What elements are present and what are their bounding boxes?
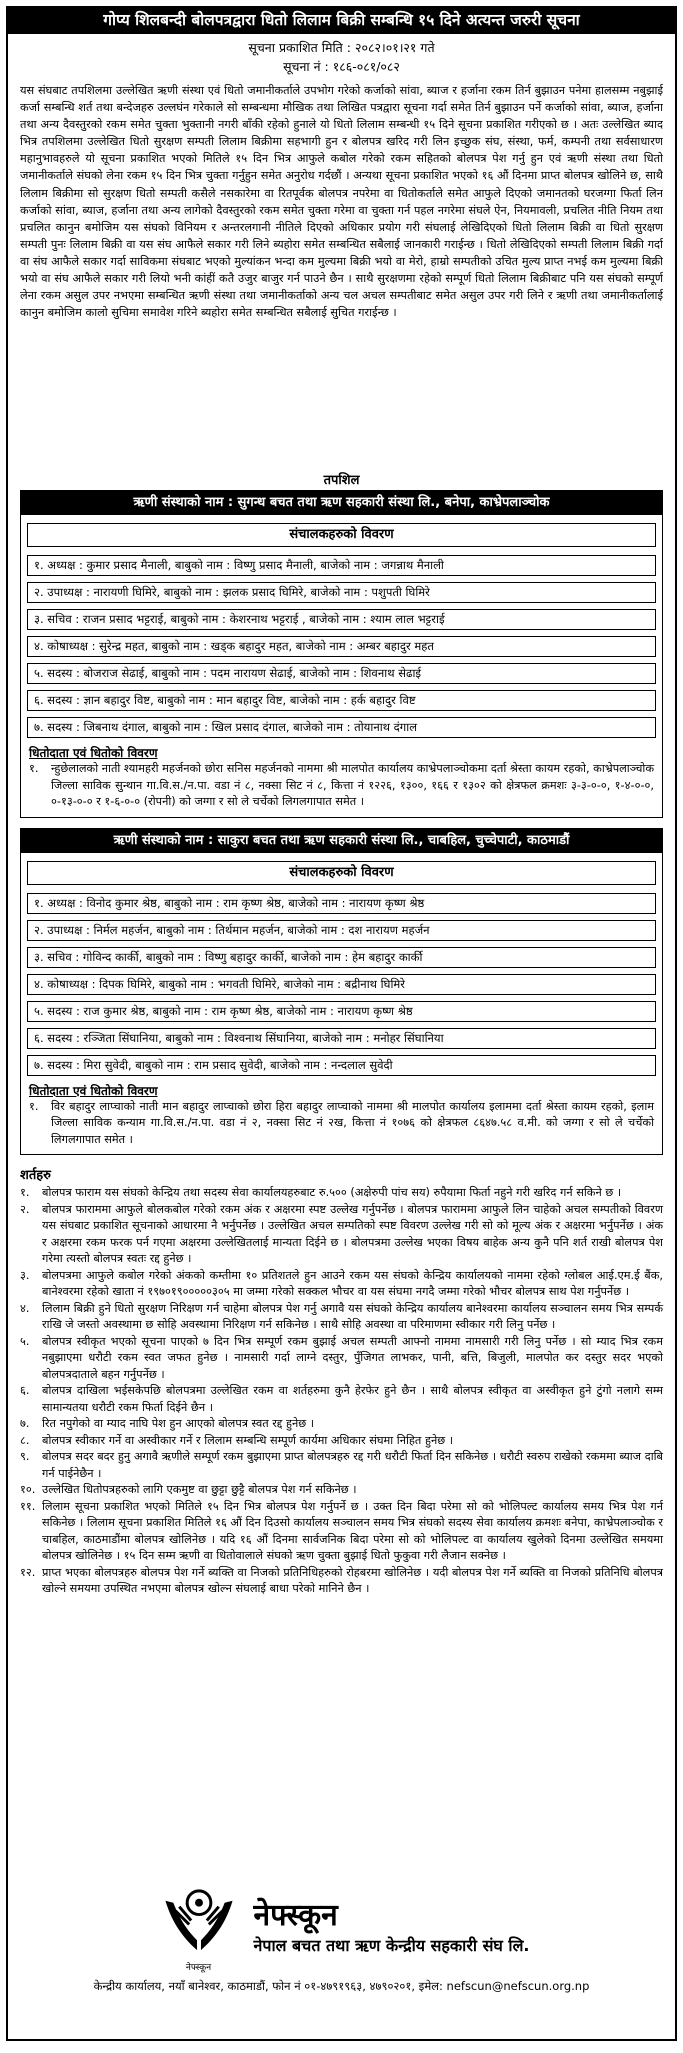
board-member: ३. सचिव : गोविन्द कार्की, बाबुको नाम : विष्णु बहादुर कार्की, बाजेको नाम : हेम बहादुर कार्की	[27, 947, 656, 968]
collateral-heading: धितोदाता एवं धितोको विवरण	[29, 746, 158, 760]
board-member: ६. सदस्य : रञ्जिता सिंघानिया, बाबुको नाम : विश्वनाथ सिंघानिया, बाजेको नाम : मनोहर सिंघानिया	[27, 1028, 656, 1049]
term-number: ११.	[20, 1499, 36, 1513]
term-item	[20, 1416, 663, 1433]
term-text: उल्लेखित धितोपत्रहरुको लागि एकमुष्ट वा छुट्टा छुट्टै बोलपत्र पेश गर्न सकिनेछ ।	[42, 1483, 357, 1496]
board-member: २. उपाध्यक्ष : नारायणी घिमिरे, बाबुको नाम : झलक प्रसाद घिमिरे, बाजेको नाम : पशुपती घिमिरे	[27, 582, 656, 603]
logo-row	[8, 1881, 675, 1973]
org-short-name: नेफ्स्कून	[253, 1898, 338, 1933]
notice-headline: गोप्य शिलबन्दी बोलपत्रद्वारा धितो लिलाम बिक्री सम्बन्धि १५ दिने अत्यन्त जरुरी सूचना	[8, 8, 675, 34]
board-member: ३. सचिव : राजन प्रसाद भट्टराई, बाबुको नाम : केशरनाथ भट्टराई , बाजेको नाम : श्याम लाल भट्टराई	[27, 609, 656, 630]
term-text: लिलाम बिक्री हुने धितो सुरक्षण निरिक्षण गर्न चाहेमा बोलपत्र पेश गर्नु अगावै यस संघको केन्द्रिय कार्यालय बानेश्वरमा कार्यालय सञ्चालन समय भित्र सम्पर्क राखि जे जस्तो अवस्थामा छ सोहि अवस्थामा निरिक्षण गर्न सकिनेछ । साथै सोहि अवस्था वा परिमाणमा स्वीकार गरी लिनु पर्नेछ ।	[42, 1301, 663, 1331]
board-member: १. अध्यक्ष : कुमार प्रसाद मैनाली, बाबुको नाम : विष्णु प्रसाद मैनाली, बाजेको नाम : जगन्नाथ मैनाली	[27, 555, 656, 576]
collateral-heading: धितोदाता एवं धितोको विवरण	[29, 1083, 158, 1098]
term-number: ९.	[20, 1450, 30, 1463]
term-item	[20, 1565, 663, 1598]
entity-title: ऋणी संस्थाको नाम : सुगन्ध बचत तथा ऋण सहकारी संस्था लि., बनेपा, काभ्रेपलाञ्चोक	[21, 491, 662, 515]
entity-title: ऋणी संस्थाको नाम : साकुरा बचत तथा ऋण सहकारी संस्था लि., चाबहिल, चुच्चेपाटी, काठमाडौं	[21, 829, 662, 853]
collateral-text: न्हुछेलालको नाती श्यामहरी महर्जनको छोरा सनिस महर्जनको नाममा श्री मालपोत कार्यालय काभ्रेपलाञ्चोकमा दर्ता श्रेस्ता कायम रहको, काभ्रेपलाञ्चोक जिल्ला साविक सुन्थान गा.वि.स./न.पा. वडा नं ८, नक्सा सिट नं ८, कित्ता नं १२२६, १३००, १६६ र १३०२ को क्षेत्रफल क्रमशः ३-३-०-०, १-४-०-०, ०-१३-०-० र १-६-०-० (रोपनी) को जग्गा र सो ले चर्चेको लिगलगापात समेत ।	[51, 762, 654, 808]
collateral-item	[29, 761, 654, 811]
hands-logo-icon	[159, 1881, 239, 1958]
term-text: बोलपत्र दाखिला भईसकेपछि बोलपत्रमा उल्लेखित रकम वा शर्तहरुमा कुनै हेरफेर हुने छैन । साथै बोलपत्र स्वीकृत वा अस्वीकृत हुने टुंगो नलागे सम्म सामान्यतया धरौटी रकम फिर्ता दिईने छैन ।	[42, 1384, 663, 1414]
term-text: रित नपुगेको वा म्याद नाघि पेश हुन आएको बोलपत्र स्वत रद्द हुनेछ ।	[42, 1417, 315, 1430]
published-date: सूचना प्रकाशित मिति : २०८२।०१।२१ गते	[248, 40, 435, 55]
board-member: ४. कोषाध्यक्ष : सुरेन्द्र महत, बाबुको नाम : खड्क बहादुर महत, बाजेको नाम : अम्बर बहादुर महत	[27, 636, 656, 657]
board-member: ५. सदस्य : राज कुमार श्रेष्ठ, बाबुको नाम : राम कृष्ण श्रेष्ठ, बाजेको नाम : नारायण कृष्ण श्रेष्ठ	[27, 1001, 656, 1022]
term-number: ७.	[20, 1417, 30, 1430]
board-member: १. अध्यक्ष : विनोद कुमार श्रेष्ठ, बाबुको नाम : राम कृष्ण श्रेष्ठ, बाजेको नाम : नारायण कृष्ण श्रेष्ठ	[27, 893, 656, 914]
board-member: ७. सदस्य : जिबनाथ दंगाल, बाबुको नाम : खिल प्रसाद दंगाल, बाजेको नाम : तोयानाथ दंगाल	[27, 717, 656, 738]
term-number: ३.	[20, 1268, 30, 1282]
collateral-number: १.	[29, 1099, 39, 1113]
term-number: ६.	[20, 1384, 30, 1397]
intro-paragraph: यस संघबाट तपशिलमा उल्लेखित ऋणी संस्था एवं धितो जमानीकर्ताले उपभोग गरेको कर्जाको सांवा, ब्याज र हर्जाना रकम तिर्न बुझाउन पनेमा हालसम्म नबुझाई कर्जा सम्बन्धि शर्त तथा बन्देजहरु उल्लघंन गरेकाले सो सम्बन्धमा मौखिक तथा लिखित पत्रद्वारा सूचना गर्दा समेत तिर्न बुझाउन पर्ने कर्जाको सांवा, ब्याज, हर्जाना तथा अन्य दैवस्तुरको रकम समेत चुक्ता भुक्तानी नगरी बाँकी रहेको हुनाले यो धितो लिलाम सम्बन्धी १५ दिने सूचना प्रकाशित गरीएको छ । अतः उल्लेखित ब्याद भित्र तपशिलमा उल्लेखित धितो सुरक्षण सम्पती लिलाम बिक्रीमा सहभागी हुन र बोलपत्र खरिद गरी लिन इच्छुक संघ, संस्था, फर्म, कम्पनी तथा सर्वसाधारण महानुभावहरुले यो सूचना प्रकाशित भएको मितिले १५ दिन भित्र आफुले कबोल गरेको रकम सहितको बोलपत्र पेश गर्नु हुन एवं ऋणी संस्था तथा धितो जमानीकर्ताले संघको लेना रकम १५ दिन भित्र चुक्ता गर्नुहुन समेत अनुरोध गर्दछौं । अन्यथा सूचना प्रकाशित भएको १६ औं दिनमा प्राप्त बोलपत्र खोलिने छ, साथै लिलाम बिक्रीमा सो सुरक्षण धितो सम्पती कसैले नसकारेमा वा रितपूर्वक बोलपत्र नपरेमा वा धितोकर्ताले समेत आफुले दिएको जमानतको घरजग्गा फिर्ता लिन कर्जाको सांवा, ब्याज, हर्जाना तथा अन्य लागेको दैवस्तुरको रकम समेत चुक्ता गरेमा वा चुक्ता गर्न पहल नगरेमा संघले ऐन, नियमावली, प्रचलित नीति नियम तथा प्रचलित कानुन बमोजिम यस संघको विनियम र अन्तरलगानी नीतिले दिएको अधिकार प्रयोग गरी संघलाई लेखिदिएको धितो लिलाम बिक्री वा धितो सुरक्षण सम्पती पुनः लिलाम बिक्री वा यस संघ आफैले सकार गरी लिने ब्यहोरा समेत सम्बन्धित सबैलाई जानकारी गराईन्छ । धितो लेखिदिएको सम्पती लिलाम बिक्री गर्दा वा संघ आफैले सकार गर्दा साविकमा संघबाट भएको मुल्यांकन भन्दा कम मुल्यमा बिक्री भयो वा मेरो, हाम्रो सम्पतीको उचित मुल्य प्राप्त नभई कम मुल्यमा बिक्री भयो वा संघ आफैले सकार गरी लियो भनी कांहीं कतै उजुर बाजुर गर्न पाउने छैन । साथै सुरक्षणमा रहेको सम्पूर्ण धितो लिलाम बिक्रीबाट पनि यस संघको सम्पूर्ण लेना रकम असुल उपर नभएमा सम्बन्धित ऋणी संस्था तथा जमानीकर्ताको अन्य चल अचल सम्पतीबाट समेत असुल उपर गरी लिने र ऋणी तथा जमानीकर्तालाई कानुन बमोजिम कालो सुचिमा समावेश गरिने ब्यहोरा समेत सम्बन्धित सबैलाई सुचित गराईन्छ ।	[20, 84, 663, 320]
collateral-text: विर बहादुर लाप्चाको नाती मान बहादुर लाप्चाको छोरा हिरा बहादुर लाप्चाको नाममा श्री मालपोत कार्यालय इलाममा दर्ता श्रेस्ता कायम रहको, इलाम जिल्ला साविक कन्याम गा.वि.स./न.पा. वडा नं २, नक्सा सिट नं २ख, कित्ता नं १०७६ को क्षेत्रफल ८६४७.५८ व.मी. को जग्गा र सो ले चर्चेको लिगलगापात समेत ।	[51, 1099, 654, 1146]
board-heading: संचालकहरुको विवरण	[27, 523, 656, 547]
term-item	[20, 1202, 663, 1268]
contact-line: केन्द्रीय कार्यालय, नयाँ बानेश्वर, काठमाडौं, फोन नं ०१-४७९१९६३, ४७९०२०१, इमेल: nefscun@nefscun.org.np	[93, 1979, 590, 1993]
term-number: ५.	[20, 1334, 30, 1348]
board-member: ५. सदस्य : बोजराज सेढाई, बाबुको नाम : पदम नारायण सेढाई, बाजेको नाम : शिवनाथ सेढाई	[27, 663, 656, 684]
term-item	[20, 1301, 663, 1334]
collateral-number: १.	[29, 762, 39, 775]
term-number: १२.	[20, 1565, 36, 1579]
term-text: बोलपत्र फाराम यस संघको केन्द्रिय तथा सदस्य सेवा कार्यालयहरुबाट रु.५०० (अक्षेरुपी पांच सय) रुपैयामा फिर्ता नहुने गरी खरिद गर्न सकिने छ ।	[42, 1186, 622, 1199]
entity-block-1	[20, 490, 663, 818]
term-item	[20, 1482, 663, 1499]
board-heading: संचालकहरुको विवरण	[27, 861, 656, 885]
logo-caption: नेफ्स्कून	[185, 1963, 212, 1973]
details-heading: तपशिल	[323, 473, 360, 488]
term-item	[20, 1449, 663, 1482]
term-item	[20, 1499, 663, 1565]
term-text: प्राप्त भएका बोलपत्रहरु बोलपत्र पेश गर्ने ब्यक्ति वा निजको प्रतिनिधिहरुको रोहबरमा खोलिनेछ । यदी बोलपत्र पेश गर्ने ब्यक्ति वा निजको प्रतिनिधि बोलपत्र खोल्ने समयमा उपस्थित नभएमा बोलपत्र खोल्न संघलाई बाधा परेको मानिने छैन ।	[42, 1565, 663, 1595]
term-text: बोलपत्र स्वीकार गर्ने वा अस्वीकार गर्ने र लिलाम सम्बन्धि सम्पूर्ण कार्यमा अधिकार संघमा निहित हुनेछ ।	[42, 1433, 454, 1447]
board-member: ४. कोषाध्यक्ष : दिपक घिमिरे, बाबुको नाम : भगवती घिमिरे, बाजेको नाम : बद्रीनाथ घिमिरे	[27, 974, 656, 995]
term-text: बोलपत्रमा आफुले कबोल गरेको अंकको कम्तीमा १० प्रतिशतले हुन आउने रकम यस संघको केन्द्रिय कार्यालयको नाममा रहेको ग्लोबल आई.एम.ई बैंक, बानेश्वरमा रहेको खाता नं १९७०१९०००००३०५ मा जम्मा गरेको सक्कल भौचर वा यस संघमा नगदै जम्मा गरेको भौचर बोलपत्र साथ पेश गर्नुपर्नेछ ।	[42, 1268, 663, 1298]
term-number: २.	[20, 1202, 30, 1216]
term-number: १.	[20, 1186, 30, 1199]
brand-block	[254, 1897, 530, 1957]
entity-block-2	[20, 828, 663, 1156]
term-item	[20, 1334, 663, 1384]
term-text: बोलपत्र फाराममा आफुले बोलकबोल गरेको रकम अंक र अक्षरमा स्पष्ट उल्लेख गर्नुपर्नेछ । बोलपत्र फाराममा आफुले लिन चाहेको अचल सम्पतीको विवरण यस संघबाट प्रकाशित सूचनाको आधारमा नै भर्नुपर्नेछ । उल्लेखित अचल सम्पतिको स्पष्ट विवरण उल्लेख गरी सो को मूल्य अंक र अक्षरमा भर्नुपर्नेछ । अंक र अक्षरमा रकम फरक पर्न गएमा अक्षरमा उल्लेखितलाई मान्यता दिईने छ । बोलपत्रमा उल्लेख भएका विषय बाहेक अन्य कुनै पनि शर्त राखी बोलपत्र पेश गरेमा त्यस्तो बोलपत्र स्वतः रद्द हुनेछ ।	[42, 1202, 663, 1265]
term-text: बोलपत्र स्वीकृत भएको सूचना पाएको ७ दिन भित्र सम्पूर्ण रकम बुझाई अचल सम्पती आफ्नो नाममा नामसारी गरी लिनु पर्नेछ । सो म्याद भित्र रकम नबुझाएमा धरौटी रकम स्वत जफत हुनेछ । नामसारी गर्दा लाग्ने दस्तुर, पुँजिगत लाभकर, पानी, बत्ति, बिजुली, मालपोत कर दस्तुर सदर भएको बोलपत्रदाताले बहन गर्नुपर्नेछ ।	[42, 1334, 663, 1381]
nefscun-logo	[154, 1881, 244, 1973]
terms-heading: शर्तहरु	[20, 1168, 51, 1183]
term-number: ४.	[20, 1301, 30, 1315]
footer	[8, 1877, 675, 2039]
notice-number: सूचना नं : १८६-०८१/०८२	[283, 59, 400, 74]
term-text: बोलपत्र सदर बदर हुनु अगावै ऋणीले सम्पूर्ण रकम बुझाएमा प्राप्त बोलपत्रहरु रद्द गरी धरौटी फिर्ता दिन सकिनेछ । धरौटी स्वरुप राखेको रकममा ब्याज दाबि गर्न पाईनेछैन ।	[42, 1450, 663, 1480]
term-item	[20, 1268, 663, 1301]
org-full-name: नेपाल बचत तथा ऋण केन्द्रीय सहकारी संघ लि.	[253, 1936, 530, 1955]
collateral-item	[29, 1099, 654, 1149]
term-item	[20, 1433, 663, 1450]
notice-page	[6, 6, 677, 2041]
terms-list	[8, 1185, 675, 1598]
term-number: १०.	[20, 1483, 36, 1496]
board-member: २. उपाध्यक्ष : निर्मल महर्जन, बाबुको नाम : तिर्थमान महर्जन, बाजेको नाम : दश नारायण महर्जन	[27, 920, 656, 941]
term-item	[20, 1185, 663, 1202]
term-item	[20, 1383, 663, 1416]
term-text: लिलाम सूचना प्रकाशित भएको मितिले १५ दिन भित्र बोलपत्र पेश गर्नुपर्ने छ । उक्त दिन बिदा परेमा सो को भोलिपल्ट कार्यालय समय भित्र पेश गर्न सकिनेछ । लिलाम सूचना प्रकाशित मितिले १६ औं दिन दिउसो कार्यालय सञ्चालन समय भित्र संघको सदस्य सेवा कार्यालय क्रमशः बनेपा, काभ्रेपलाञ्चोक र चाबहिल, काठमाडौंमा बोलपत्र खोलिनेछ । यदि १६ औं दिनमा सार्वजनिक बिदा परेमा सो को भोलिपल्ट वा कार्यालय खुलेको दिनमा उल्लेखित समयमा बोलपत्र खोलिनेछ । १५ दिन सम्म ऋणी वा धितोवालाले संघको ऋण चुक्ता बुझाई धितो फुकुवा गरी लैजान सक्नेछ ।	[42, 1499, 663, 1562]
board-member: ६. सदस्य : ज्ञान बहादुर विष्ट, बाबुको नाम : मान बहादुर विष्ट, बाजेको नाम : हर्क बहादुर विष्ट	[27, 690, 656, 711]
board-member: ७. सदस्य : मिरा सुवेदी, बाबुको नाम : राम प्रसाद सुवेदी, बाजेको नाम : नन्दलाल सुवेदी	[27, 1055, 656, 1076]
term-number: ८.	[20, 1433, 30, 1447]
